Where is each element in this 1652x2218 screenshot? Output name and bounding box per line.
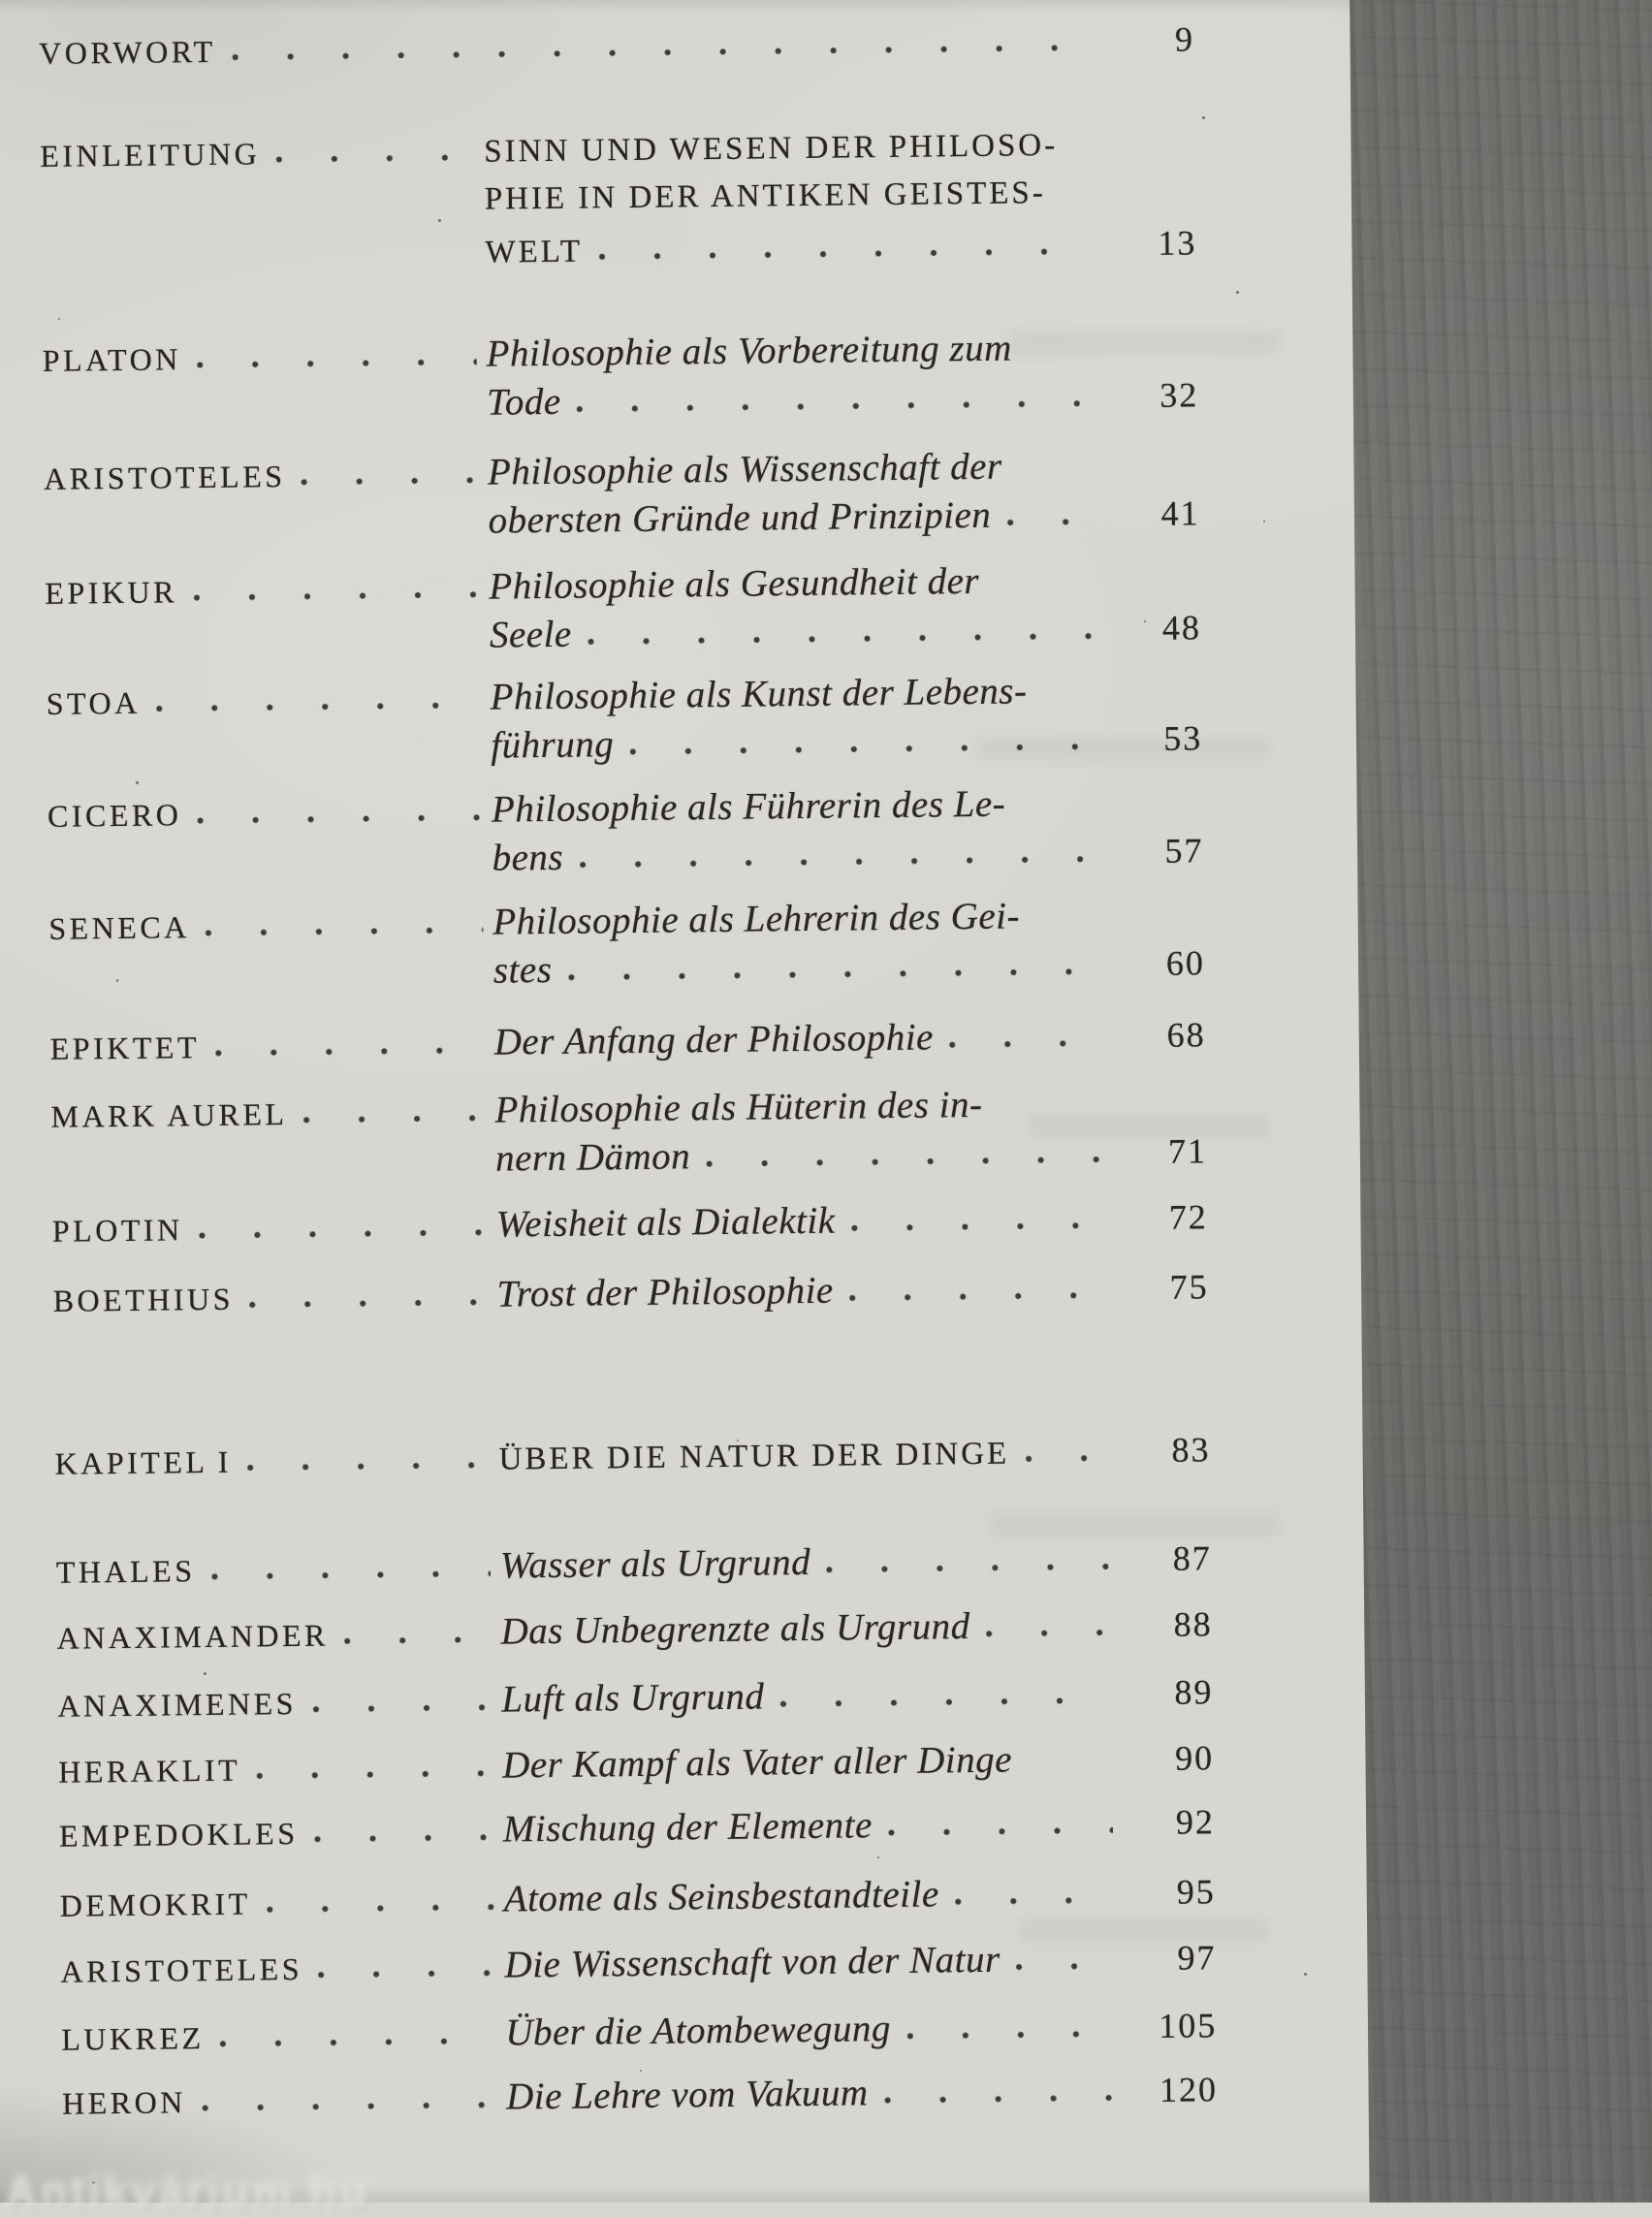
name-cell bbox=[50, 1027, 494, 1067]
desc-cell bbox=[501, 1670, 1121, 1721]
dot-leader bbox=[232, 1458, 499, 1473]
toc-row bbox=[56, 1601, 1212, 1664]
page-number: 105 bbox=[1159, 2006, 1218, 2045]
name-cell bbox=[44, 457, 488, 497]
page-number: 13 bbox=[1158, 223, 1197, 263]
desc-cell bbox=[490, 668, 1109, 718]
toc-entry bbox=[58, 1735, 1214, 1797]
entry-title: führung bbox=[490, 723, 615, 767]
page-number: 60 bbox=[1165, 943, 1206, 983]
entry-name: EINLEITUNG bbox=[40, 136, 261, 174]
dot-leader bbox=[234, 1295, 497, 1310]
dot-leader bbox=[260, 150, 484, 165]
page-number: 57 bbox=[1164, 831, 1204, 871]
toc-row bbox=[57, 1669, 1213, 1731]
toc-row bbox=[52, 1264, 1208, 1326]
entry-name: HERON bbox=[61, 2084, 187, 2121]
page-number: 9 bbox=[1174, 19, 1195, 59]
dot-leader bbox=[483, 40, 1102, 58]
entry-name: MARK AUREL bbox=[50, 1096, 288, 1134]
desc-cell bbox=[485, 228, 1104, 270]
name-cell bbox=[46, 648, 490, 652]
entry-name: EMPEDOKLES bbox=[58, 1815, 299, 1854]
name-cell bbox=[42, 263, 486, 268]
name-cell bbox=[54, 1442, 498, 1482]
desc-cell bbox=[495, 1129, 1115, 1180]
page-number: 41 bbox=[1160, 493, 1200, 533]
name-cell bbox=[48, 871, 492, 875]
page-number: 75 bbox=[1169, 1267, 1209, 1307]
toc-row bbox=[59, 1799, 1215, 1861]
name-cell bbox=[60, 1949, 504, 1990]
toc-entry bbox=[48, 892, 1205, 1002]
desc-cell bbox=[505, 2004, 1125, 2054]
toc-entry bbox=[48, 779, 1204, 890]
dot-leader bbox=[552, 964, 1113, 982]
dot-leader bbox=[873, 1822, 1123, 1837]
dot-leader bbox=[196, 1567, 500, 1582]
page-number: 92 bbox=[1175, 1802, 1216, 1842]
dot-leader bbox=[1009, 1450, 1118, 1463]
name-cell bbox=[60, 1884, 504, 1924]
dot-leader bbox=[583, 243, 1105, 261]
dot-leader bbox=[970, 1625, 1121, 1638]
toc-entry bbox=[46, 667, 1202, 777]
name-cell bbox=[43, 415, 487, 420]
toc-row bbox=[52, 1194, 1208, 1256]
name-cell bbox=[47, 681, 491, 722]
toc-entry bbox=[60, 1935, 1216, 1997]
page-number: 89 bbox=[1174, 1672, 1214, 1712]
toc-entry bbox=[61, 2003, 1217, 2065]
dot-leader bbox=[181, 810, 492, 826]
entry-title: Der Kampf als Vater aller Dinge bbox=[501, 1738, 1013, 1787]
toc-entry bbox=[60, 1869, 1216, 1931]
dot-leader bbox=[563, 851, 1112, 869]
toc-entry bbox=[40, 125, 1197, 284]
name-cell bbox=[51, 1171, 495, 1176]
dot-leader bbox=[183, 1225, 496, 1241]
desc-cell bbox=[487, 373, 1106, 424]
page-number: 32 bbox=[1159, 375, 1199, 415]
desc-cell bbox=[483, 40, 1102, 58]
desc-cell bbox=[506, 2068, 1126, 2118]
desc-cell bbox=[492, 893, 1112, 943]
dot-leader bbox=[177, 587, 490, 603]
toc-entry bbox=[49, 1012, 1205, 1074]
toc-entry bbox=[39, 18, 1194, 80]
speck bbox=[1304, 1973, 1307, 1976]
page-number bbox=[1112, 926, 1204, 927]
dot-leader bbox=[869, 2090, 1127, 2105]
entry-name: ARISTOTELES bbox=[60, 1950, 303, 1989]
dot-leader bbox=[991, 514, 1107, 526]
watermark: Antikvárium.hu bbox=[6, 2167, 371, 2217]
desc-cell bbox=[492, 780, 1111, 831]
dot-leader bbox=[216, 48, 484, 62]
name-cell bbox=[39, 31, 483, 72]
page-number bbox=[1107, 476, 1199, 477]
speck bbox=[1263, 521, 1265, 523]
dot-leader bbox=[939, 1892, 1124, 1906]
table-of-contents bbox=[39, 0, 1219, 2129]
desc-cell bbox=[504, 1936, 1124, 1986]
desc-cell bbox=[491, 716, 1110, 767]
desc-cell bbox=[503, 1800, 1123, 1851]
dot-leader bbox=[302, 1966, 505, 1980]
entry-title: Atome als Seinsbestandteile bbox=[503, 1873, 939, 1920]
toc-row bbox=[61, 2003, 1217, 2065]
desc-cell bbox=[496, 1265, 1116, 1315]
page-number: 71 bbox=[1167, 1131, 1208, 1171]
toc-row bbox=[60, 1869, 1216, 1931]
dot-leader bbox=[287, 1111, 494, 1125]
entry-name: PLOTIN bbox=[51, 1212, 183, 1249]
toc-entry bbox=[44, 442, 1200, 553]
entry-name: ANAXIMENES bbox=[57, 1685, 298, 1724]
entry-title: bens bbox=[492, 836, 564, 879]
entry-title: ÜBER DIE NATUR DER DINGE bbox=[498, 1436, 1010, 1477]
entry-title: Wasser als Urgrund bbox=[499, 1540, 811, 1587]
page-number bbox=[1115, 1114, 1207, 1115]
toc-entry bbox=[42, 324, 1198, 434]
page-number bbox=[1111, 813, 1203, 814]
name-cell bbox=[45, 571, 489, 612]
dot-leader bbox=[1001, 1958, 1125, 1971]
toc-row bbox=[39, 18, 1194, 80]
entry-title: Philosophie als Vorbereitung zum bbox=[486, 327, 1012, 375]
entry-title: Philosophie als Hüterin des in- bbox=[494, 1083, 983, 1131]
dot-leader bbox=[934, 1035, 1114, 1049]
entry-name: VORWORT bbox=[38, 33, 216, 71]
desc-cell bbox=[486, 325, 1105, 375]
page-number: 95 bbox=[1176, 1872, 1216, 1912]
page-number: 68 bbox=[1166, 1015, 1206, 1055]
dot-leader bbox=[329, 1632, 501, 1646]
dot-leader bbox=[810, 1559, 1120, 1574]
dot-leader bbox=[186, 2098, 506, 2113]
name-cell bbox=[40, 134, 484, 174]
entry-title: Weisheit als Dialektik bbox=[495, 1199, 836, 1246]
dot-leader bbox=[891, 2026, 1126, 2041]
dot-leader bbox=[561, 396, 1107, 413]
dot-leader bbox=[240, 1766, 502, 1781]
name-cell bbox=[52, 1209, 496, 1250]
desc-cell bbox=[493, 941, 1113, 992]
desc-cell bbox=[500, 1537, 1120, 1587]
entry-name: CICERO bbox=[47, 797, 182, 834]
page-number: 72 bbox=[1168, 1197, 1209, 1237]
dot-leader bbox=[190, 923, 493, 938]
name-cell bbox=[62, 2081, 506, 2122]
entry-name: PLATON bbox=[42, 341, 181, 378]
entry-title: nern Dämon bbox=[494, 1135, 691, 1180]
name-cell bbox=[47, 758, 491, 763]
entry-title: Seele bbox=[489, 613, 572, 656]
dot-leader bbox=[1012, 1759, 1122, 1771]
toc-entry bbox=[50, 1080, 1207, 1190]
toc-row bbox=[49, 1012, 1205, 1074]
toc-row bbox=[58, 1735, 1214, 1797]
page-number bbox=[1110, 701, 1202, 702]
dot-leader bbox=[764, 1693, 1121, 1708]
toc-entry bbox=[54, 1429, 1210, 1491]
page-number: 53 bbox=[1162, 718, 1203, 758]
entry-name: ARISTOTELES bbox=[43, 459, 286, 496]
desc-cell bbox=[500, 1602, 1120, 1653]
dot-leader bbox=[297, 1700, 502, 1714]
name-cell bbox=[45, 533, 489, 538]
entry-title: Der Anfang der Philosophie bbox=[493, 1016, 935, 1063]
name-cell bbox=[49, 983, 493, 988]
speck bbox=[1236, 291, 1239, 294]
dot-leader bbox=[251, 1900, 504, 1915]
name-cell bbox=[41, 209, 485, 214]
entry-title: Philosophie als Lehrerin des Gei- bbox=[492, 895, 1021, 943]
page-number bbox=[1108, 590, 1200, 591]
entry-name: LUKREZ bbox=[61, 2020, 205, 2057]
toc-entry bbox=[52, 1194, 1208, 1256]
entry-title: Philosophie als Wissenschaft der bbox=[487, 445, 1002, 493]
toc-entry bbox=[56, 1601, 1212, 1664]
dot-leader bbox=[614, 739, 1110, 756]
toc-row bbox=[60, 1935, 1216, 1997]
page-number: 97 bbox=[1177, 1938, 1217, 1978]
page-number: 88 bbox=[1173, 1604, 1213, 1644]
entry-title: Trost der Philosophie bbox=[496, 1269, 834, 1315]
desc-cell bbox=[490, 606, 1109, 656]
dot-leader bbox=[835, 1218, 1115, 1232]
toc-row bbox=[54, 1429, 1210, 1491]
page-number bbox=[1103, 153, 1195, 154]
toc-entry bbox=[52, 1264, 1208, 1326]
dot-leader bbox=[141, 698, 491, 713]
entry-name: DEMOKRIT bbox=[59, 1885, 251, 1923]
desc-cell bbox=[496, 1195, 1116, 1246]
page-number bbox=[1106, 358, 1198, 359]
dot-leader bbox=[286, 473, 489, 487]
page-number: 87 bbox=[1172, 1538, 1213, 1578]
entry-name: ANAXIMANDER bbox=[56, 1617, 330, 1656]
desc-cell bbox=[489, 557, 1108, 608]
name-cell bbox=[59, 1814, 503, 1854]
name-cell bbox=[53, 1279, 497, 1319]
name-cell bbox=[61, 2017, 505, 2058]
name-cell bbox=[56, 1550, 500, 1591]
toc-entry bbox=[45, 556, 1201, 667]
desc-cell bbox=[502, 1736, 1122, 1787]
entry-title: stes bbox=[492, 948, 553, 992]
entry-name: SENECA bbox=[48, 909, 190, 946]
dot-leader bbox=[299, 1830, 504, 1844]
entry-name: HERAKLIT bbox=[58, 1752, 241, 1790]
entry-title: WELT bbox=[485, 234, 584, 270]
page-number: 48 bbox=[1161, 608, 1202, 648]
name-cell bbox=[48, 794, 492, 835]
desc-cell bbox=[503, 1870, 1123, 1920]
entry-title: PHIE IN DER ANTIKEN GEISTES- bbox=[484, 175, 1046, 217]
dot-leader bbox=[690, 1152, 1115, 1168]
entry-name: EPIKTET bbox=[49, 1030, 201, 1066]
desc-cell bbox=[488, 443, 1107, 493]
dot-leader bbox=[205, 2034, 506, 2049]
name-cell bbox=[48, 906, 492, 947]
entry-name: EPIKUR bbox=[45, 574, 178, 611]
entry-name: STOA bbox=[46, 684, 141, 721]
page-number: 120 bbox=[1159, 2070, 1219, 2109]
entry-title: Luft als Urgrund bbox=[501, 1675, 765, 1721]
entry-title: Die Wissenschaft von der Natur bbox=[504, 1938, 1001, 1986]
entry-name: THALES bbox=[55, 1553, 196, 1590]
desc-cell bbox=[493, 1013, 1113, 1063]
page-number bbox=[1104, 201, 1196, 202]
toc-entry bbox=[56, 1536, 1212, 1598]
dot-leader bbox=[181, 355, 487, 370]
entry-title: Die Lehre vom Vakuum bbox=[505, 2072, 869, 2118]
entry-name: KAPITEL I bbox=[54, 1443, 233, 1481]
entry-title: Philosophie als Kunst der Lebens- bbox=[490, 670, 1028, 718]
desc-cell bbox=[498, 1435, 1118, 1477]
entry-title: Tode bbox=[486, 380, 561, 424]
name-cell bbox=[56, 1616, 500, 1657]
desc-cell bbox=[494, 1081, 1114, 1131]
speck bbox=[1202, 116, 1205, 119]
entry-name: BOETHIUS bbox=[52, 1281, 235, 1318]
toc-entry bbox=[59, 1799, 1215, 1861]
entry-title: Philosophie als Gesundheit der bbox=[489, 559, 980, 608]
name-cell bbox=[58, 1750, 502, 1790]
page-number: 83 bbox=[1171, 1430, 1211, 1470]
entry-title: Über die Atombewegung bbox=[505, 2008, 892, 2054]
name-cell bbox=[50, 1094, 494, 1135]
dot-leader bbox=[572, 628, 1109, 646]
desc-cell bbox=[488, 491, 1107, 542]
entry-title: Philosophie als Führerin des Le- bbox=[491, 782, 1006, 831]
desc-cell bbox=[485, 174, 1104, 217]
toc-entry bbox=[57, 1669, 1213, 1731]
entry-title: obersten Gründe und Prinzipien bbox=[488, 493, 992, 542]
dot-leader bbox=[200, 1043, 494, 1058]
entry-title: SINN UND WESEN DER PHILOSO- bbox=[484, 127, 1059, 170]
desc-cell bbox=[492, 829, 1111, 879]
dot-leader bbox=[834, 1287, 1117, 1302]
desc-cell bbox=[484, 127, 1103, 170]
toc-row bbox=[56, 1536, 1212, 1598]
name-cell bbox=[57, 1684, 501, 1725]
entry-title: Das Unbegrenzte als Urgrund bbox=[500, 1605, 970, 1653]
entry-title: Mischung der Elemente bbox=[502, 1804, 874, 1851]
name-cell bbox=[42, 338, 486, 379]
page-number: 90 bbox=[1174, 1738, 1215, 1778]
